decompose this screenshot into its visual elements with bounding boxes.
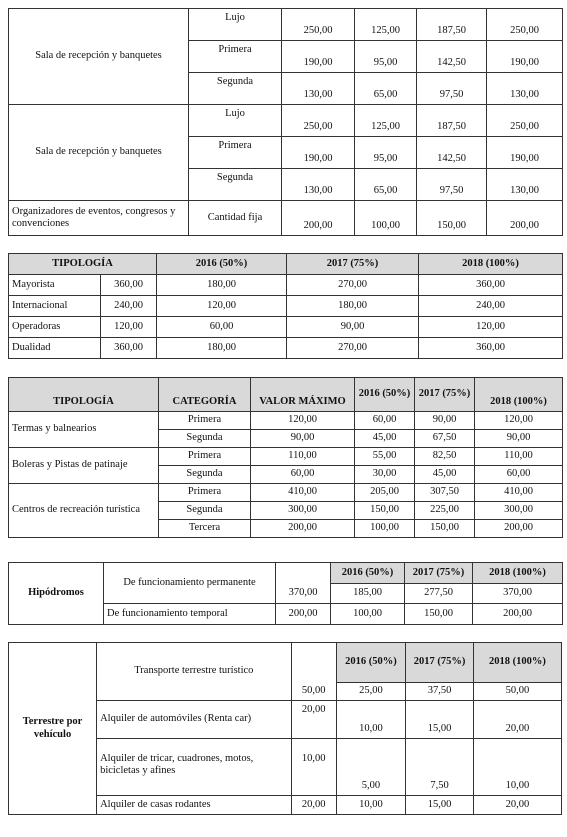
table-cell: 45,00 xyxy=(415,466,475,484)
table-cell: 180,00 xyxy=(157,338,287,359)
table-cell: 10,00 xyxy=(336,701,406,739)
table-cell: 240,00 xyxy=(101,296,157,317)
table-cell: Dualidad xyxy=(9,338,101,359)
table-cell: 250,00 xyxy=(487,9,563,41)
table-cell: 150,00 xyxy=(355,502,415,520)
table-cell: 307,50 xyxy=(415,484,475,502)
column-header: 2016 (50%) xyxy=(331,563,405,584)
table-cell: 125,00 xyxy=(355,105,417,137)
table-cell: 150,00 xyxy=(415,520,475,538)
table-cell: Organizadores de eventos, congresos y convenciones xyxy=(9,201,189,236)
table-cell: 300,00 xyxy=(251,502,355,520)
column-header: TIPOLOGÍA xyxy=(9,254,157,275)
table-cell: 90,00 xyxy=(287,317,419,338)
table-cell: 120,00 xyxy=(101,317,157,338)
table-cell: 190,00 xyxy=(487,41,563,73)
table-cell: 187,50 xyxy=(417,9,487,41)
table-cell: 20,00 xyxy=(291,796,336,815)
table-cell: 360,00 xyxy=(419,338,563,359)
table-cell: Boleras y Pistas de patinaje xyxy=(9,448,159,484)
table-cell: Tercera xyxy=(159,520,251,538)
table-cell: 15,00 xyxy=(406,701,474,739)
table-cell: 50,00 xyxy=(291,683,336,701)
table-cell: 300,00 xyxy=(475,502,563,520)
table-cell: Segunda xyxy=(189,73,282,105)
column-header: 2017 (75%) xyxy=(287,254,419,275)
table-cell: Primera xyxy=(159,412,251,430)
table-cell: 5,00 xyxy=(336,739,406,796)
table-cell: 100,00 xyxy=(355,201,417,236)
table-cell: De funcionamiento temporal xyxy=(104,604,276,625)
table-cell: Cantidad fija xyxy=(189,201,282,236)
column-header: VALOR MÁXIMO xyxy=(251,378,355,412)
table-cell: Primera xyxy=(189,41,282,73)
table-cell: 37,50 xyxy=(406,683,474,701)
table-cell: 130,00 xyxy=(282,169,355,201)
table-cell: 97,50 xyxy=(417,169,487,201)
table-cell: 90,00 xyxy=(415,412,475,430)
table-cell: 25,00 xyxy=(336,683,406,701)
table-cell: 82,50 xyxy=(415,448,475,466)
table-cell: Centros de recreación turística xyxy=(9,484,159,538)
table-cell: 95,00 xyxy=(355,137,417,169)
table-cell: 10,00 xyxy=(473,739,561,796)
table-cell: 130,00 xyxy=(487,73,563,105)
column-header: 2018 (100%) xyxy=(473,643,561,683)
table-cell: 60,00 xyxy=(251,466,355,484)
table-cell: 410,00 xyxy=(475,484,563,502)
table-cell: 120,00 xyxy=(419,317,563,338)
column-header: 2018 (100%) xyxy=(419,254,563,275)
table-cell: 142,50 xyxy=(417,137,487,169)
table-cell: 250,00 xyxy=(487,105,563,137)
row-label: Hipódromos xyxy=(9,563,104,625)
table-cell: Segunda xyxy=(189,169,282,201)
table-cell: 20,00 xyxy=(473,701,561,739)
table-cell: 270,00 xyxy=(287,338,419,359)
table-salas xyxy=(8,8,563,236)
table-cell: Segunda xyxy=(159,502,251,520)
table-cell: Alquiler de casas rodantes xyxy=(97,796,292,815)
table-cell: Operadoras xyxy=(9,317,101,338)
table-cell: 10,00 xyxy=(291,739,336,796)
column-header: 2016 (50%) xyxy=(336,643,406,683)
table-cell: 277,50 xyxy=(405,584,473,604)
table-cell: 15,00 xyxy=(406,796,474,815)
table-cell: 120,00 xyxy=(475,412,563,430)
table-cell: 200,00 xyxy=(282,201,355,236)
table-cell: Termas y balnearios xyxy=(9,412,159,448)
table-cell: 200,00 xyxy=(276,604,331,625)
table-cell: 142,50 xyxy=(417,41,487,73)
table-cell: 65,00 xyxy=(355,73,417,105)
table-cell: 30,00 xyxy=(355,466,415,484)
table-cell: 45,00 xyxy=(355,430,415,448)
table-cell: 60,00 xyxy=(355,412,415,430)
table-cell: 120,00 xyxy=(251,412,355,430)
table-cell: Lujo xyxy=(189,105,282,137)
table-cell: 60,00 xyxy=(475,466,563,484)
table-cell: 150,00 xyxy=(405,604,473,625)
table-cell: Internacional xyxy=(9,296,101,317)
table-cell: Mayorista xyxy=(9,275,101,296)
table-cell: 187,50 xyxy=(417,105,487,137)
table-cell: 205,00 xyxy=(355,484,415,502)
table-cell: 150,00 xyxy=(417,201,487,236)
table-cell: 90,00 xyxy=(251,430,355,448)
table-cell: Primera xyxy=(159,448,251,466)
table-cell: 360,00 xyxy=(419,275,563,296)
table-agencias xyxy=(8,253,563,359)
table-cell: 200,00 xyxy=(251,520,355,538)
table-hipodromos xyxy=(8,562,563,625)
table-cell: 360,00 xyxy=(101,338,157,359)
table-cell: 60,00 xyxy=(157,317,287,338)
column-header: 2018 (100%) xyxy=(473,563,563,584)
table-cell: 7,50 xyxy=(406,739,474,796)
column-header: 2017 (75%) xyxy=(406,643,474,683)
table-cell: 125,00 xyxy=(355,9,417,41)
column-header: 2016 (50%) xyxy=(355,378,415,412)
table-cell: 100,00 xyxy=(355,520,415,538)
table-cell: 110,00 xyxy=(251,448,355,466)
table-cell: 250,00 xyxy=(282,9,355,41)
table-cell: 190,00 xyxy=(282,41,355,73)
table-cell: 65,00 xyxy=(355,169,417,201)
table-cell: Alquiler de tricar, cuadrones, motos, bicicletas y afines xyxy=(97,739,292,796)
table-cell: Sala de recepción y banquetes xyxy=(9,105,189,201)
table-cell: 240,00 xyxy=(419,296,563,317)
table-cell: 225,00 xyxy=(415,502,475,520)
table-cell: 190,00 xyxy=(282,137,355,169)
table-cell: Primera xyxy=(159,484,251,502)
column-header: 2017 (75%) xyxy=(405,563,473,584)
table-cell: Primera xyxy=(189,137,282,169)
table-cell: 67,50 xyxy=(415,430,475,448)
table-cell: 250,00 xyxy=(282,105,355,137)
table-cell: 97,50 xyxy=(417,73,487,105)
table-cell: 50,00 xyxy=(473,683,561,701)
table-cell: 55,00 xyxy=(355,448,415,466)
table-recreacion xyxy=(8,377,563,538)
table-cell: 360,00 xyxy=(101,275,157,296)
table-cell: 130,00 xyxy=(487,169,563,201)
table-cell: 185,00 xyxy=(331,584,405,604)
row-label: Terrestre por vehículo xyxy=(9,643,97,815)
column-header: CATEGORÍA xyxy=(159,378,251,412)
table-cell: 100,00 xyxy=(331,604,405,625)
table-cell: 370,00 xyxy=(276,584,331,604)
table-cell: 95,00 xyxy=(355,41,417,73)
table-cell: Segunda xyxy=(159,466,251,484)
column-header: 2018 (100%) xyxy=(475,378,563,412)
table-cell: 20,00 xyxy=(291,701,336,739)
column-header: 2017 (75%) xyxy=(415,378,475,412)
column-header: TIPOLOGÍA xyxy=(9,378,159,412)
table-cell: 110,00 xyxy=(475,448,563,466)
table-cell: Segunda xyxy=(159,430,251,448)
table-cell: De funcionamiento permanente xyxy=(104,563,276,604)
table-cell: 20,00 xyxy=(473,796,561,815)
table-cell: 200,00 xyxy=(475,520,563,538)
table-cell: 370,00 xyxy=(473,584,563,604)
table-cell: Transporte terrestre turístico xyxy=(97,643,292,701)
table-cell: 200,00 xyxy=(487,201,563,236)
table-cell: 10,00 xyxy=(336,796,406,815)
table-cell: 200,00 xyxy=(473,604,563,625)
table-cell: 410,00 xyxy=(251,484,355,502)
table-terrestre xyxy=(8,642,562,815)
table-cell: 180,00 xyxy=(287,296,419,317)
table-cell: 190,00 xyxy=(487,137,563,169)
table-cell: 180,00 xyxy=(157,275,287,296)
table-cell: 90,00 xyxy=(475,430,563,448)
table-cell: 130,00 xyxy=(282,73,355,105)
table-cell: Lujo xyxy=(189,9,282,41)
table-cell: Sala de recepción y banquetes xyxy=(9,9,189,105)
table-cell: 120,00 xyxy=(157,296,287,317)
table-cell: Alquiler de automóviles (Renta car) xyxy=(97,701,292,739)
table-cell: 270,00 xyxy=(287,275,419,296)
column-header: 2016 (50%) xyxy=(157,254,287,275)
